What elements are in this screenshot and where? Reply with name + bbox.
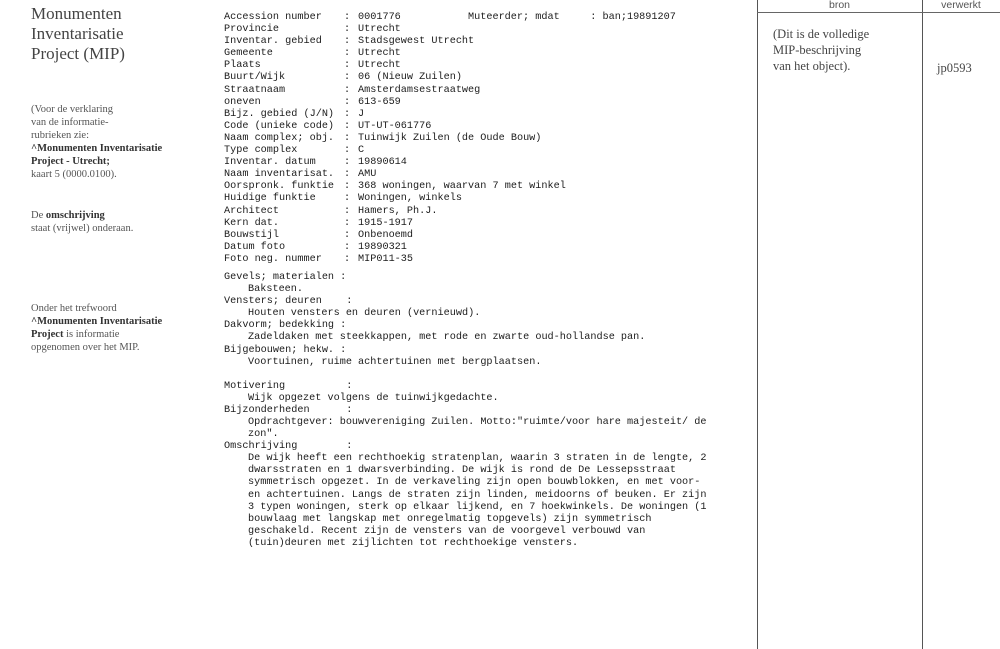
- field-value: 06 (Nieuw Zuilen): [358, 72, 462, 84]
- title-line: Monumenten: [31, 4, 122, 23]
- field-row: [224, 169, 744, 181]
- field-row: [224, 181, 744, 193]
- record-fields: [224, 12, 744, 266]
- field-separator: :: [344, 96, 351, 108]
- field-label: oneven: [224, 96, 261, 108]
- field-label: Bouwstijl: [224, 229, 280, 241]
- field-separator: :: [344, 12, 351, 23]
- field-label: Gemeente: [224, 48, 273, 60]
- section-heading: Motivering :: [224, 380, 353, 392]
- field-row: [224, 97, 744, 109]
- field-row: [224, 157, 744, 169]
- monument-record: [224, 12, 744, 550]
- field-label: Inventar. datum: [224, 157, 316, 169]
- note-line: kaart 5 (0000.0100).: [31, 169, 117, 180]
- field-separator: :: [344, 60, 351, 72]
- note-line: van de informatie-: [31, 117, 109, 128]
- field-row: [224, 230, 744, 242]
- field-separator: :: [344, 229, 351, 241]
- field-separator: :: [344, 169, 351, 181]
- field-value: C: [358, 145, 365, 157]
- page-title: [31, 4, 201, 64]
- info-note-description: [31, 209, 211, 235]
- column-divider: [922, 0, 923, 649]
- section-text: zon".: [248, 429, 279, 441]
- field-row: [224, 24, 744, 36]
- field-value: 0001776: [358, 12, 401, 23]
- field-value: Utrecht: [358, 60, 401, 72]
- field-row: [224, 85, 744, 97]
- field-value: 368 woningen, waarvan 7 met winkel: [358, 181, 566, 193]
- field-separator: :: [344, 157, 351, 169]
- section-heading: Bijgebouwen; hekw. :: [224, 344, 347, 356]
- field-label: Architect: [224, 205, 280, 217]
- field-label: Naam complex; obj.: [224, 132, 335, 144]
- section-text: Zadeldaken met steekkappen, met rode en zwarte oud-hollandse pan.: [248, 332, 646, 344]
- field-separator: :: [344, 181, 351, 193]
- field-row: [224, 218, 744, 230]
- field-value: 613-659: [358, 96, 401, 108]
- field-row: [224, 109, 744, 121]
- field-value: 19890321: [358, 241, 407, 253]
- note-bold: Project: [31, 329, 64, 340]
- field-label: Foto neg. nummer: [224, 253, 322, 265]
- field-value: AMU: [358, 169, 377, 181]
- note-text: is informatie: [63, 329, 120, 340]
- mutation-info: Muteerder; mdat : ban;19891207: [468, 12, 676, 23]
- field-row: [224, 133, 744, 145]
- note-line: opgenomen over het MIP.: [31, 342, 140, 353]
- section-text: Opdrachtgever: bouwvereniging Zuilen. Motto:"ruimte/voor hare majesteit/ de: [248, 417, 707, 428]
- column-divider: [757, 0, 758, 649]
- section-heading: Gevels; materialen :: [224, 271, 347, 283]
- note-bold: ^Monumenten Inventarisatie: [31, 143, 163, 154]
- field-row: [224, 121, 744, 133]
- verwerkt-code: jp0593: [937, 61, 972, 75]
- verwerkt-column-header: verwerkt: [941, 0, 981, 11]
- section-text: symmetrisch opgezet. In de verkaveling zijn open bouwblokken, en met voor-: [248, 477, 701, 489]
- bron-line: (Dit is de volledige: [773, 27, 870, 41]
- field-value: Woningen, winkels: [358, 193, 462, 205]
- note-line: rubrieken zie:: [31, 130, 90, 141]
- record-sections-description: [224, 381, 744, 550]
- field-label: Inventar. gebied: [224, 36, 322, 48]
- note-line: Onder het trefwoord: [31, 303, 117, 314]
- field-value: Hamers, Ph.J.: [358, 205, 438, 217]
- field-separator: :: [344, 241, 351, 253]
- note-bold: Project - Utrecht;: [31, 156, 110, 167]
- section-text: en achtertuinen. Langs de straten zijn linden, meidoorns of beuken. Er zijn: [248, 489, 707, 501]
- header-rule: [922, 12, 1000, 13]
- field-separator: :: [344, 36, 351, 48]
- field-value: Stadsgewest Utrecht: [358, 36, 475, 48]
- field-separator: :: [344, 217, 351, 229]
- field-value: 19890614: [358, 157, 407, 169]
- field-separator: :: [344, 205, 351, 217]
- field-label: Plaats: [224, 60, 261, 72]
- field-value: Amsterdamsestraatweg: [358, 84, 481, 96]
- field-row: [224, 36, 744, 48]
- note-bold: omschrijving: [45, 210, 105, 221]
- field-row: [224, 60, 744, 72]
- section-heading: Dakvorm; bedekking :: [224, 320, 347, 332]
- record-sections-building: [224, 272, 744, 369]
- bron-line: van het object).: [773, 59, 851, 73]
- field-row: [224, 193, 744, 205]
- info-note-explanation: [31, 103, 211, 181]
- field-separator: :: [344, 108, 351, 120]
- field-row: [224, 206, 744, 218]
- field-label: Kern dat.: [224, 217, 280, 229]
- field-label: Code (unieke code): [224, 120, 335, 132]
- field-row: [224, 48, 744, 60]
- field-row: [224, 242, 744, 254]
- field-separator: :: [344, 145, 351, 157]
- field-value: Utrecht: [358, 48, 401, 60]
- bron-text: [773, 26, 913, 74]
- section-text: bouwlaag met langskap met onregelmatig topgevels) zijn symmetrisch: [248, 513, 652, 525]
- field-label: Huidige funktie: [224, 193, 316, 205]
- field-separator: :: [344, 84, 351, 96]
- field-separator: :: [344, 120, 351, 132]
- bron-line: MIP-beschrijving: [773, 43, 862, 57]
- field-row: [224, 145, 744, 157]
- field-separator: :: [344, 132, 351, 144]
- field-label: Naam inventarisat.: [224, 169, 335, 181]
- section-text: De wijk heeft een rechthoekig stratenplan, waarin 3 straten in de lengte, 2: [248, 453, 707, 465]
- note-line: staat (vrijwel) onderaan.: [31, 223, 134, 234]
- field-row: [224, 254, 744, 266]
- title-line: Inventarisatie: [31, 24, 124, 43]
- field-separator: :: [344, 48, 351, 60]
- field-separator: :: [344, 253, 351, 265]
- section-text: Houten vensters en deuren (vernieuwd).: [248, 308, 481, 320]
- field-separator: :: [344, 24, 351, 36]
- info-note-keyword: [31, 302, 211, 354]
- field-label: Oorspronk. funktie: [224, 181, 335, 193]
- field-label: Bijz. gebied (J/N): [224, 108, 335, 120]
- field-label: Buurt/Wijk: [224, 72, 286, 84]
- bron-column-header: bron: [828, 0, 850, 11]
- field-separator: :: [344, 193, 351, 205]
- field-value: 1915-1917: [358, 217, 414, 229]
- note-text: De: [31, 210, 46, 221]
- note-line: (Voor de verklaring: [31, 104, 114, 115]
- header-rule: [757, 12, 922, 13]
- field-label: Accession number: [224, 12, 322, 23]
- field-row: [224, 72, 744, 84]
- field-value: J: [358, 108, 365, 120]
- field-separator: :: [344, 72, 351, 84]
- section-text: dwarsstraten en 1 dwarsverbinding. De wijk is rond de De Lessepsstraat: [248, 465, 676, 477]
- section-text: (tuin)deuren met zijlichten tot rechthoekige vensters.: [248, 537, 579, 549]
- section-heading: Bijzonderheden :: [224, 404, 353, 416]
- field-label: Datum foto: [224, 241, 286, 253]
- section-heading: Vensters; deuren :: [224, 296, 353, 308]
- section-text: 3 typen woningen, sterk op elkaar lijkend, en 7 hoekwinkels. De woningen (1: [248, 501, 707, 513]
- field-value: Utrecht: [358, 24, 401, 36]
- field-value: MIP011-35: [358, 253, 414, 265]
- section-text: Baksteen.: [248, 284, 304, 296]
- field-value: Tuinwijk Zuilen (de Oude Bouw): [358, 132, 542, 144]
- section-text: geschakeld. Recent zijn de vensters van de voorgevel verbouwd van: [248, 525, 646, 537]
- section-text: Wijk opgezet volgens de tuinwijkgedachte.: [248, 392, 499, 404]
- field-label: Type complex: [224, 145, 298, 157]
- note-bold: ^Monumenten Inventarisatie: [31, 316, 163, 327]
- section-heading: Omschrijving :: [224, 441, 353, 453]
- section-text: Voortuinen, ruime achtertuinen met bergplaatsen.: [248, 356, 542, 368]
- field-value: Onbenoemd: [358, 229, 414, 241]
- field-value: UT-UT-061776: [358, 120, 432, 132]
- field-label: Provincie: [224, 24, 280, 36]
- field-label: Straatnaam: [224, 84, 286, 96]
- title-line: Project (MIP): [31, 44, 125, 63]
